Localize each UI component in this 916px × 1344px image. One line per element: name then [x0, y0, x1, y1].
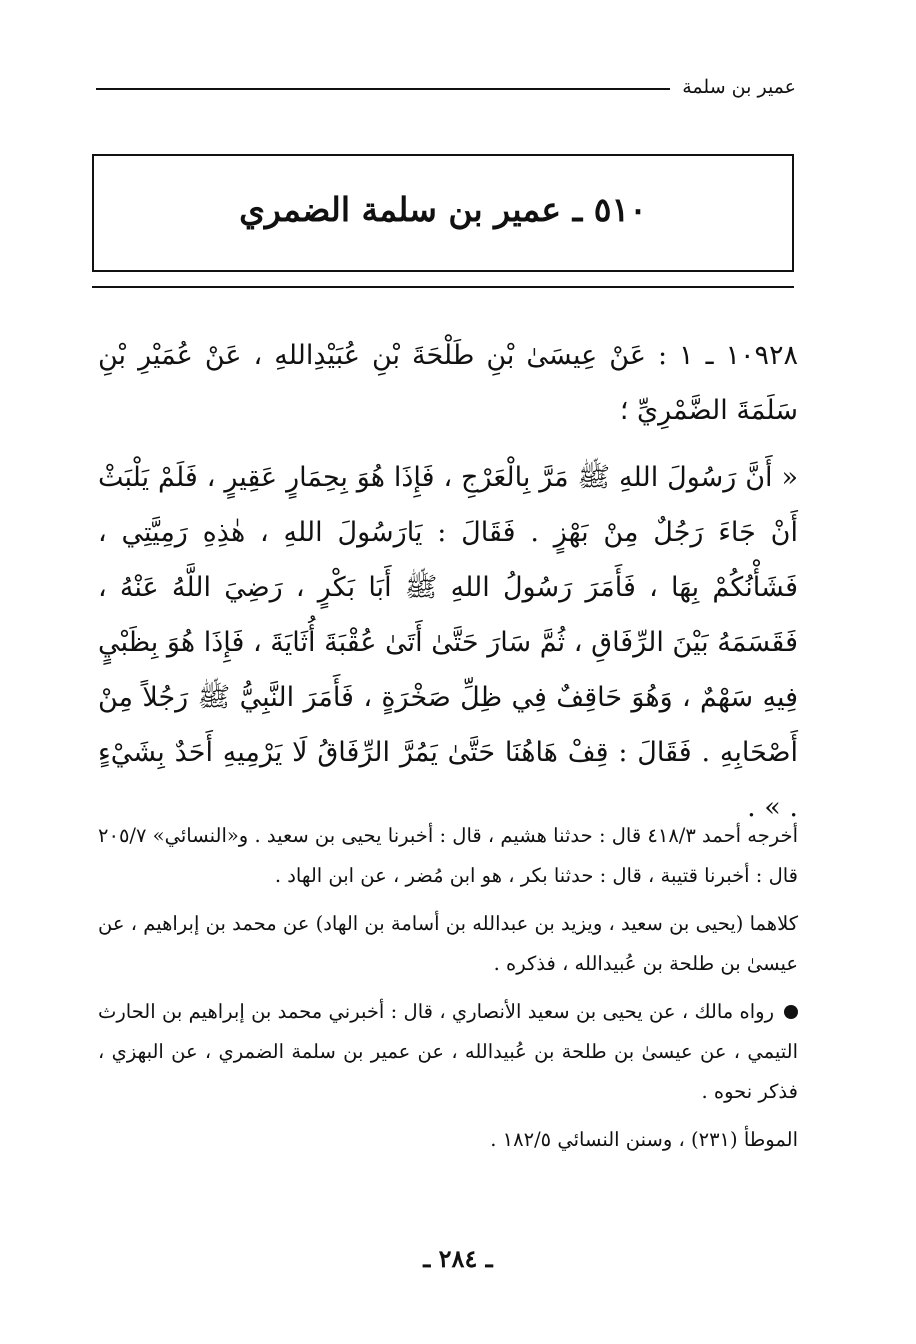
bullet-icon: [784, 1005, 798, 1019]
hadith-matn: « أَنَّ رَسُولَ اللهِ ﷺ مَرَّ بِالْعَرْجِ ، فَإِذَا هُوَ بِحِمَارٍ عَقِيرٍ ، فَلَمْ يَلْبَثْ أَنْ جَاءَ رَجُلٌ مِنْ بَهْزٍ . فَقَالَ : يَارَسُولَ اللهِ ، هٰذِهِ رَمِيَّتِي ، فَشَأْنُكُمْ بِهَا ، فَأَمَرَ رَسُولُ اللهِ ﷺ أَبَا بَكْرٍ ، رَضِيَ اللَّهُ عَنْهُ ، فَقَسَمَهُ بَيْنَ الرِّفَاقِ ، ثُمَّ سَارَ حَتَّىٰ أَتَىٰ عُقْبَةَ أُثَايَةَ ، فَإِذَا هُوَ بِظَبْيٍ فِيهِ سَهْمٌ ، وَهُوَ حَاقِفٌ فِي ظِلِّ صَخْرَةٍ ، فَأَمَرَ النَّبِيُّ ﷺ رَجُلاً مِنْ أَصْحَابِهِ . فَقَالَ : قِفْ هَاهُنَا حَتَّىٰ يَمُرَّ الرِّفَاقُ لَا يَرْمِيهِ أَحَدٌ بِشَيْءٍ . » .: [98, 462, 798, 823]
note-both: كلاهما (يحيى بن سعيد ، ويزيد بن عبدالله بن أسامة بن الهاد) عن محمد بن إبراهيم ، عن عيسىٰ بن طلحة بن عُبيدالله ، فذكره .: [98, 912, 798, 975]
note-takhrij: أخرجه أحمد ٤١٨/٣ قال : حدثنا هشيم ، قال : أخبرنا يحيى بن سعيد . و«النسائي» ٢٠٥/٧ قال : أخبرنا قتيبة ، قال : حدثنا بكر ، هو ابن مُضر ، عن ابن الهاد .: [98, 824, 798, 887]
running-head-rule: [96, 88, 670, 90]
running-head: [96, 72, 796, 102]
title-divider: [92, 286, 794, 288]
running-head-title: عمير بن سلمة: [682, 76, 796, 98]
note-malik-text: رواه مالك ، عن يحيى بن سعيد الأنصاري ، قال : أخبرني محمد بن إبراهيم بن الحارث التيمي ، عن عيسىٰ بن طلحة بن عُبيدالله ، عن عمير بن سلمة الضمري ، عن البهزي ، فذكر نحوه .: [98, 1000, 798, 1103]
hadith-text: [98, 328, 798, 835]
note-references: الموطأ (٢٣١) ، وسنن النسائي ١٨٢/٥ .: [490, 1128, 798, 1151]
entry-title: ٥١٠ ـ عمير بن سلمة الضمري: [239, 189, 647, 229]
entry-title-box: [92, 154, 794, 272]
page-number: ـ ٢٨٤ ـ: [423, 1244, 493, 1273]
note-malik: [98, 992, 798, 1112]
hadith-isnad: ١٠٩٢٨ ـ ١ : عَنْ عِيسَىٰ بْنِ طَلْحَةَ بْنِ عُبَيْدِاللهِ ، عَنْ عُمَيْرِ بْنِ سَلَمَةَ الضَّمْرِيِّ ؛: [98, 340, 798, 426]
takhrij-notes: [98, 816, 798, 1160]
